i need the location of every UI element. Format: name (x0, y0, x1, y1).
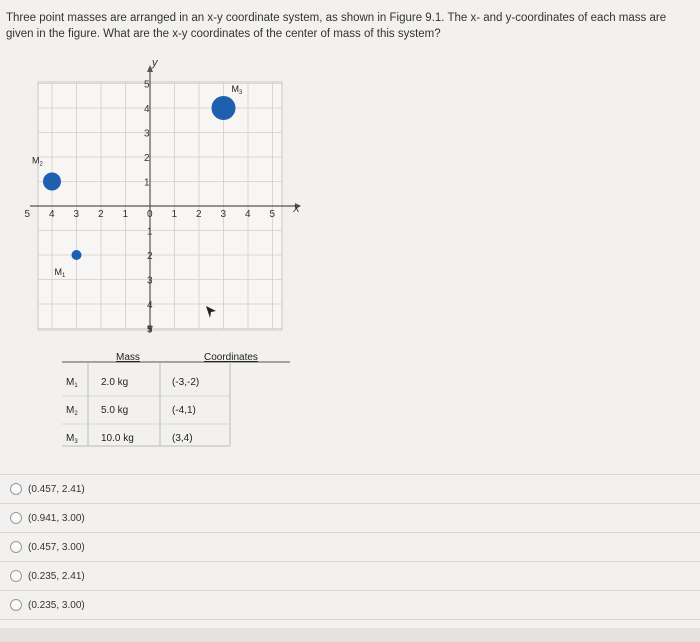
choice-label: (0.235, 3.00) (28, 599, 85, 611)
choice-3[interactable] (0, 532, 700, 561)
mass-table (62, 352, 290, 446)
table-header-coordinates: Coordinates (204, 352, 258, 363)
table-cell-coords: (-4,1) (172, 405, 196, 416)
mass-point-m3 (212, 96, 236, 120)
table-cell-name-sub: 2 (74, 411, 78, 417)
x-tick-label: 3 (220, 209, 227, 220)
x-tick-label: 1 (171, 209, 178, 220)
y-tick-label: 1 (147, 226, 153, 238)
x-tick-label: 4 (245, 209, 251, 220)
choice-label: (0.941, 3.00) (28, 512, 85, 524)
y-tick-label: 2 (144, 153, 150, 164)
x-tick-label: 5 (24, 209, 31, 220)
choice-1[interactable] (0, 474, 700, 503)
y-tick-label: 5 (144, 79, 150, 91)
x-tick-label: 2 (98, 209, 104, 220)
table-cell-coords: (-3,-2) (172, 377, 200, 388)
choice-4[interactable] (0, 561, 700, 590)
radio-icon[interactable] (10, 483, 22, 495)
mass-point-label-sub: 2 (39, 161, 43, 168)
x-tick-label: 4 (49, 209, 55, 220)
x-tick-label: 5 (269, 209, 276, 220)
radio-icon[interactable] (10, 570, 22, 582)
x-tick-label: 0 (147, 209, 153, 220)
bottom-bar (0, 628, 700, 642)
choice-label: (0.235, 2.41) (28, 570, 85, 582)
x-tick-label: 3 (73, 209, 80, 220)
radio-icon[interactable] (10, 512, 22, 524)
table-cell-coords: (3,4) (172, 433, 193, 444)
mass-point-label-sub: 3 (239, 90, 243, 96)
answer-choices (0, 474, 700, 620)
table-cell-name-sub: 1 (74, 383, 78, 389)
mass-point-m2 (43, 173, 61, 191)
choice-label: (0.457, 3.00) (28, 541, 85, 553)
mass-point-label: $M_1$ (54, 267, 66, 279)
radio-icon[interactable] (10, 599, 22, 611)
table-cell-name: $M_3$ (66, 433, 78, 445)
y-tick-label: 1 (144, 177, 150, 189)
mass-point-label: $M_2$ (32, 155, 43, 168)
table-cell-name-sub: 3 (74, 439, 78, 445)
table-header-mass: Mass (116, 352, 140, 363)
y-tick-label: 4 (144, 104, 150, 115)
x-tick-label: 1 (122, 209, 129, 220)
table-cell-mass: 10.0 kg (101, 433, 134, 444)
table-cell-mass: 5.0 kg (101, 405, 129, 416)
x-tick-label: 2 (196, 209, 202, 220)
table-cell-name: $M_1$ (66, 377, 78, 389)
y-tick-label: 5 (147, 324, 153, 336)
table-cell-mass: 2.0 kg (101, 377, 129, 388)
x-axis-label: X (293, 204, 300, 215)
choice-5[interactable] (0, 590, 700, 620)
question-text: Three point masses are arranged in an x-y coordinate system, as shown in Figure 9.1. The x- and y-coordinates of each mass are given in the figure. What are the x-y coordinates of the center of mass of this system? (6, 12, 667, 40)
y-tick-label: 3 (144, 128, 150, 140)
y-tick-label: 4 (147, 300, 153, 311)
mass-point-m1 (72, 250, 82, 260)
y-tick-label: 3 (147, 275, 153, 287)
table-cell-name: $M_2$ (66, 405, 78, 417)
radio-icon[interactable] (10, 541, 22, 553)
y-axis-label: y (152, 57, 158, 69)
mass-point-label-sub: 1 (62, 273, 66, 279)
mass-point-label: $M_3$ (231, 84, 243, 96)
y-tick-label: 2 (147, 251, 153, 262)
choice-2[interactable] (0, 503, 700, 532)
choice-label: (0.457, 2.41) (28, 483, 85, 495)
